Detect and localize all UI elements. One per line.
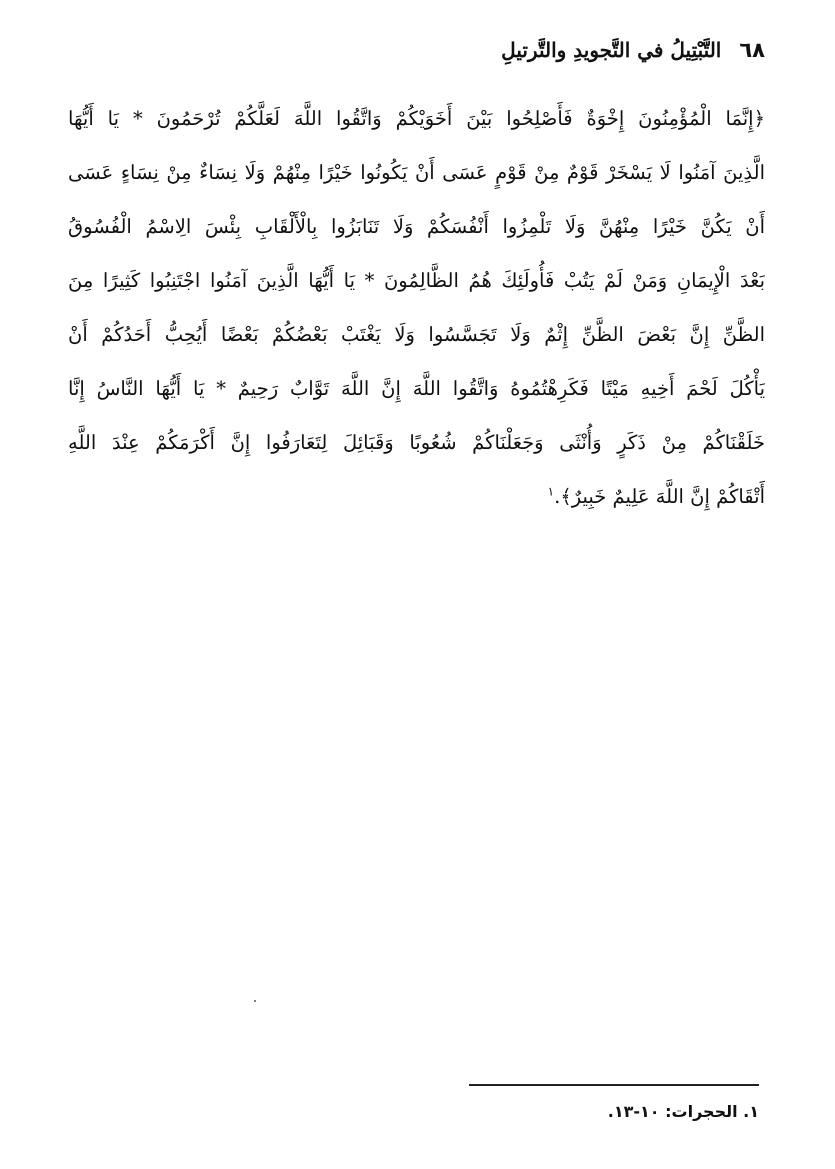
footnote: ١. الحجرات: ١٠-١٣. <box>607 1102 759 1121</box>
verse-line-8 <box>68 470 765 524</box>
verse-line-1: ﴿إِنَّمَا الْمُؤْمِنُونَ إِخْوَةٌ فَأَصْلِحُوا بَيْنَ أَخَوَيْكُمْ وَاتَّقُوا اللَّهَ لَعَلَّكُمْ تُرْحَمُونَ * يَا أَيُّهَا <box>68 107 765 130</box>
stray-dot <box>254 1000 256 1002</box>
footnote-separator-rule <box>469 1084 759 1086</box>
verse-line-3: أَنْ يَكُنَّ خَيْرًا مِنْهُنَّ وَلَا تَلْمِزُوا أَنْفُسَكُمْ وَلَا تَنَابَزُوا بِالْأَلْقَابِ بِئْسَ الِاسْمُ الْفُسُوقُ <box>68 215 765 238</box>
running-title: التَّبْتِيلُ في التَّجويدِ والتَّرتيلِ <box>501 38 722 62</box>
quran-passage <box>68 92 765 524</box>
footnote-reference-marker[interactable]: ١ <box>547 484 555 499</box>
verse-line-5: الظَّنِّ إِنَّ بَعْضَ الظَّنِّ إِثْمٌ وَلَا تَجَسَّسُوا وَلَا يَغْتَبْ بَعْضُكُمْ بَعْضًا أَيُحِبُّ أَحَدُكُمْ أَنْ <box>68 323 765 346</box>
verse-line-2: الَّذِينَ آمَنُوا لَا يَسْخَرْ قَوْمٌ مِنْ قَوْمٍ عَسَى أَنْ يَكُونُوا خَيْرًا مِنْهُمْ وَلَا نِسَاءٌ مِنْ نِسَاءٍ عَسَى <box>68 161 765 184</box>
page-number: ٦٨ <box>739 38 765 62</box>
page-header <box>70 30 765 70</box>
verse-line-8-text: أَتْقَاكُمْ إِنَّ اللَّهَ عَلِيمٌ خَبِيرٌ﴾. <box>554 485 765 508</box>
verse-line-4: بَعْدَ الْإِيمَانِ وَمَنْ لَمْ يَتُبْ فَأُولَئِكَ هُمُ الظَّالِمُونَ * يَا أَيُّهَا الَّذِينَ آمَنُوا اجْتَنِبُوا كَثِيرًا مِنَ <box>68 269 765 292</box>
verse-line-6: يَأْكُلَ لَحْمَ أَخِيهِ مَيْتًا فَكَرِهْتُمُوهُ وَاتَّقُوا اللَّهَ إِنَّ اللَّهَ تَوَّابٌ رَحِيمٌ * يَا أَيُّهَا النَّاسُ إِنَّا <box>68 377 765 400</box>
verse-line-7: خَلَقْنَاكُمْ مِنْ ذَكَرٍ وَأُنْثَى وَجَعَلْنَاكُمْ شُعُوبًا وَقَبَائِلَ لِتَعَارَفُوا إِنَّ أَكْرَمَكُمْ عِنْدَ اللَّهِ <box>68 431 765 454</box>
